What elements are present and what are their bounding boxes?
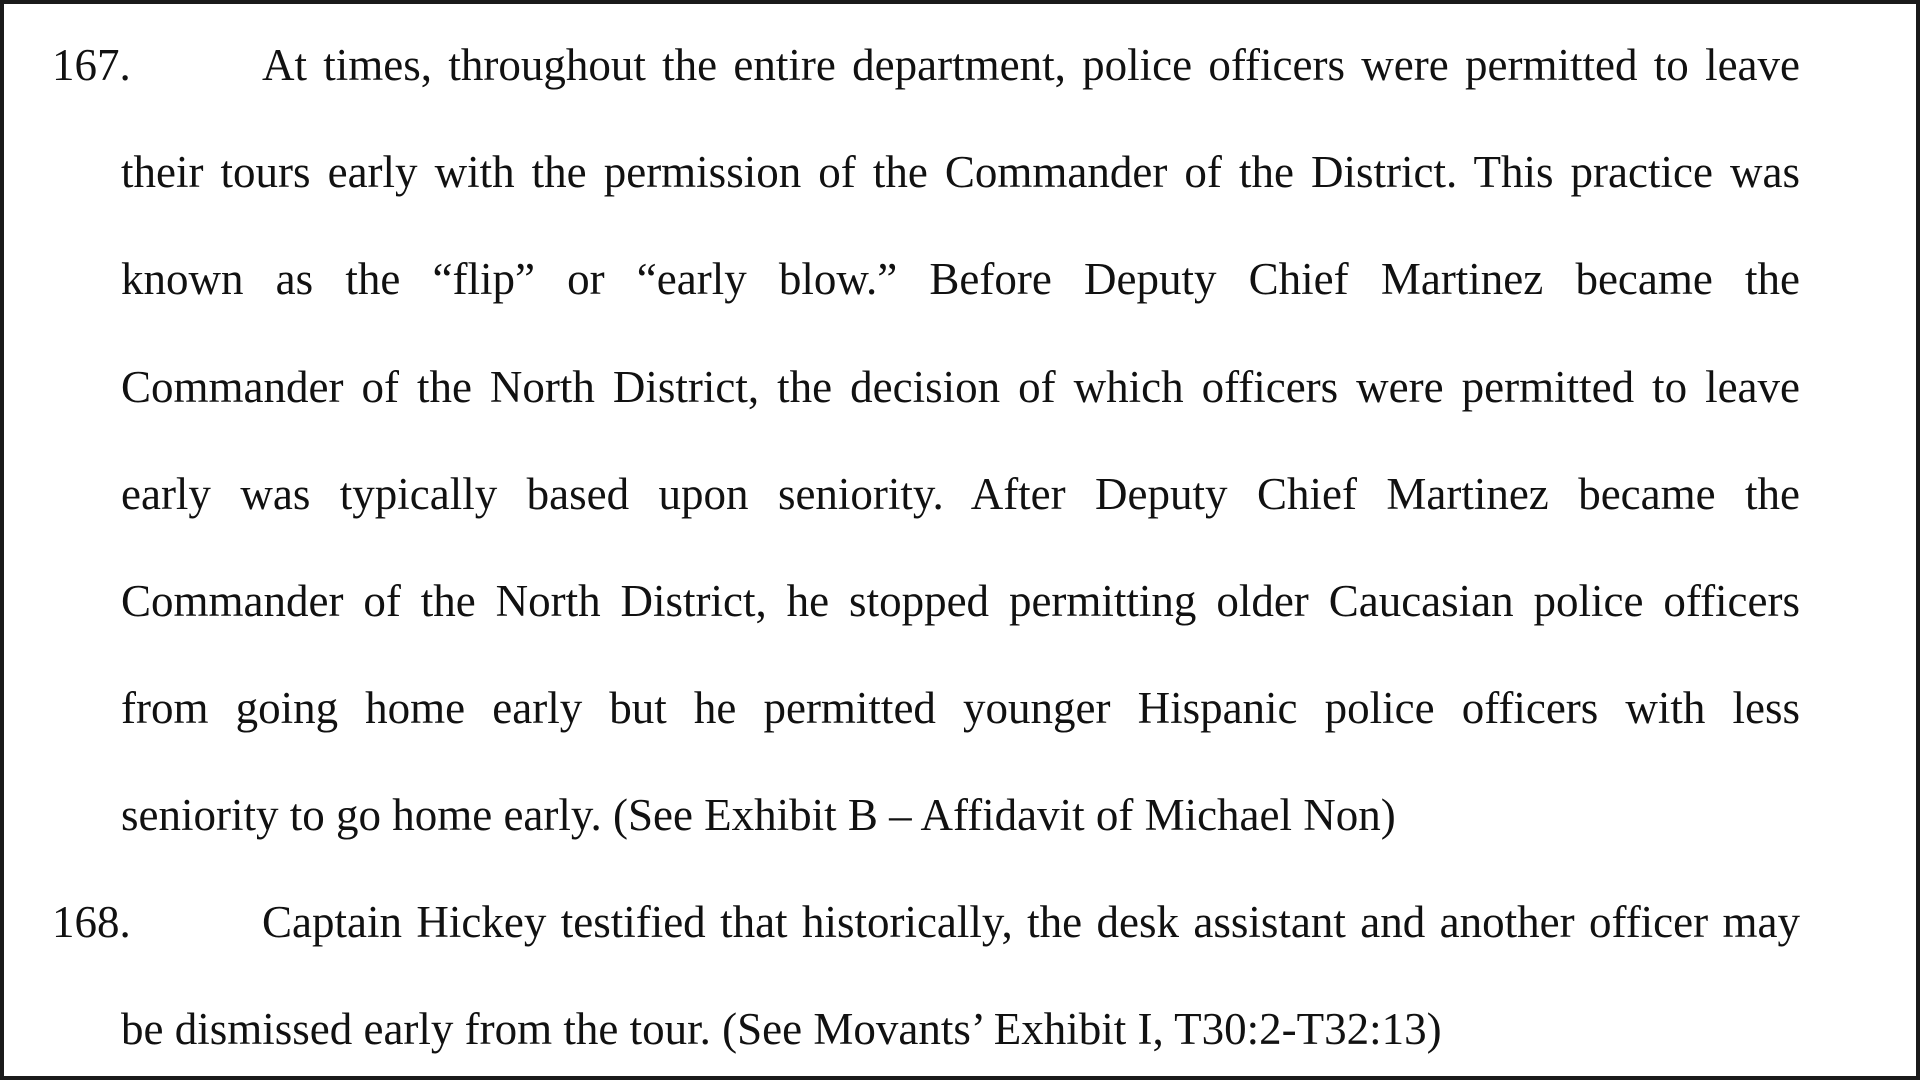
paragraph-line: be dismissed early from the tour. (See Movants’ Exhibit I, T30:2-T32:13) — [121, 1004, 1442, 1054]
paragraph-line: seniority to go home early. (See Exhibit B – Affidavit of Michael Non) — [121, 790, 1396, 840]
paragraph-line: Commander of the North District, he stopped permitting older Caucasian police officers — [121, 576, 1800, 626]
paragraph-line: Commander of the North District, the decision of which officers were permitted to leave — [121, 362, 1800, 412]
paragraph-line: At times, throughout the entire department, police officers were permitted to leave — [262, 40, 1800, 90]
paragraph-number: 168. — [52, 897, 131, 947]
paragraph-number: 167. — [52, 40, 131, 90]
paragraph-line: early was typically based upon seniority. After Deputy Chief Martinez became the — [121, 469, 1800, 519]
paragraph-line: their tours early with the permission of the Commander of the District. This practice was — [121, 147, 1800, 197]
paragraph-line: known as the “flip” or “early blow.” Before Deputy Chief Martinez became the — [121, 254, 1800, 304]
paragraph-line: from going home early but he permitted younger Hispanic police officers with less — [121, 683, 1800, 733]
paragraph-line: Captain Hickey testified that historically, the desk assistant and another officer may — [262, 897, 1800, 947]
